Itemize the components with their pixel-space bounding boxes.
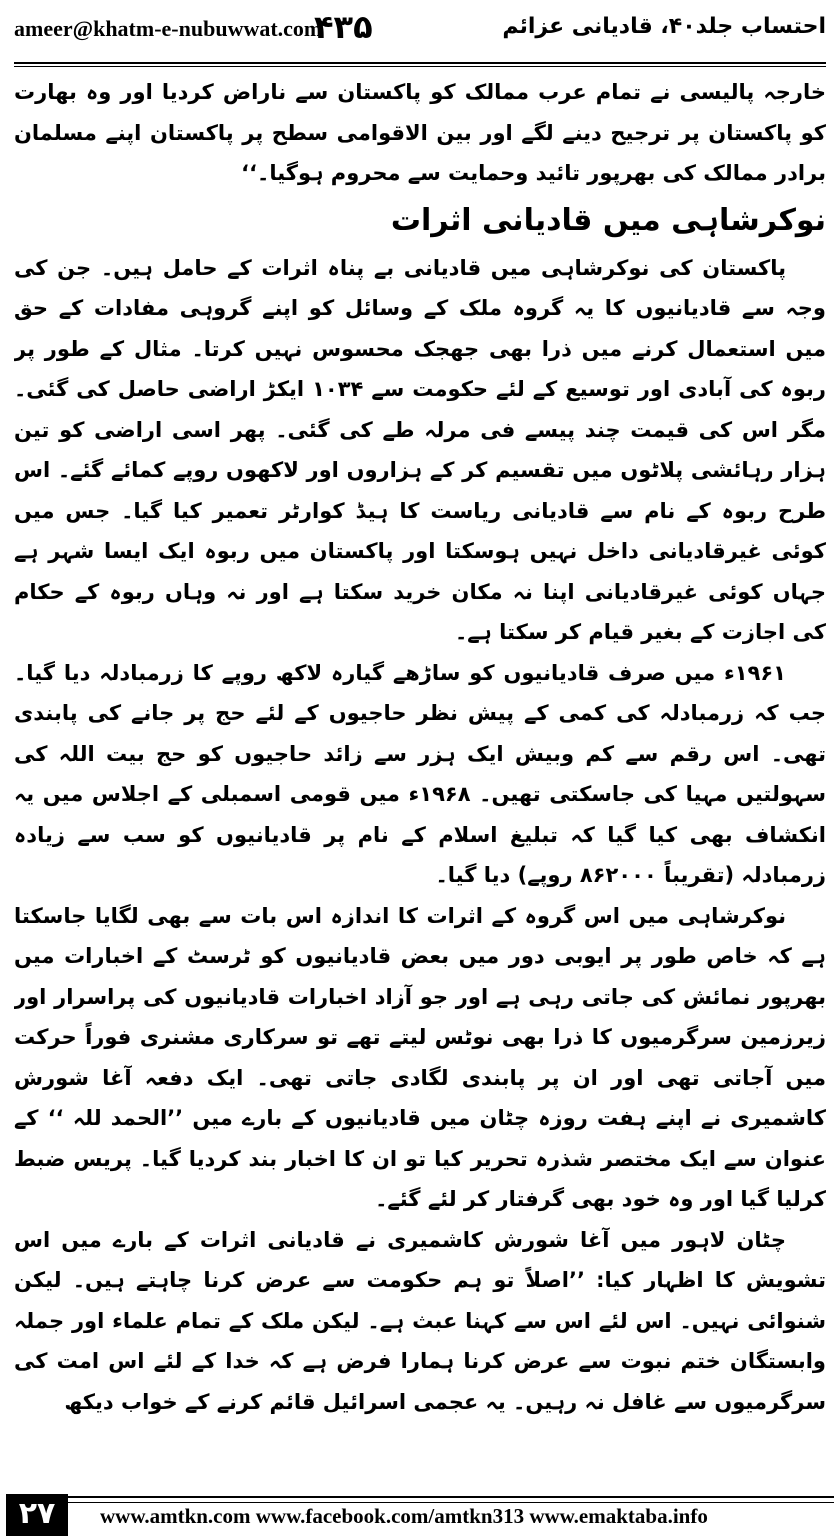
header-email: ameer@khatm-e-nubuwwat.com [14, 16, 323, 41]
page-header [14, 8, 826, 60]
page-footer [0, 1492, 840, 1540]
footer-links[interactable]: www.amtkn.com www.facebook.com/amtkn313 www.emaktaba.info [100, 1504, 708, 1528]
paragraph-press: نوکرشاہی میں اس گروہ کے اثرات کا اندازہ اس بات سے بھی لگایا جاسکتا ہے کہ خاص طور پر ایوبی دور میں بعض قادیانیوں کو ٹرسٹ کے اخبارات میں بھرپور نمائش کی جاتی رہی ہے اور جو آزاد اخبارات قادیانیوں کی پراسرار اور زیرزمین سرگرمیوں کا ذرا بھی نوٹس لیتے تھے تو سرکاری مشنری فوراً حرکت میں آجاتی تھی اور ان پر پابندی لگادی جاتی تھی۔ ایک دفعہ آغا شورش کاشمیری نے اپنے ہفت روزہ چٹان میں قادیانیوں کے بارے میں ’’الحمد للہ ‘‘ کے عنوان سے ایک مختصر شذرہ تحریر کیا تو ان کا اخبار بند کردیا گیا۔ پریس ضبط کرلیا گیا اور وہ خود بھی گرفتار کر لئے گئے۔ [14, 903, 826, 1211]
header-book-title: احتساب جلد۴۰، قادیانی عزائم [502, 14, 826, 39]
footer-divider [68, 1496, 834, 1503]
paragraph-bureaucracy: پاکستان کی نوکرشاہی میں قادیانی بے پناہ اثرات کے حامل ہیں۔ جن کی وجہ سے قادیانیوں کا یہ گروہ ملک کے وسائل کو اپنے گروہی مفادات کے حق میں استعمال کرنے میں ذرا بھی جھجک محسوس نہیں کرتا۔ مثال کے طور پر ربوہ کی آبادی اور توسیع کے لئے حکومت سے ۱۰۳۴ ایکڑ اراضی حاصل کی گئی۔ مگر اس کی قیمت چند پیسے فی مرلہ طے کی گئی۔ پھر اسی اراضی کو تین ہزار رہائشی پلاٹوں میں تقسیم کر کے ہزاروں اور لاکھوں روپے کمائے گئے۔ اس طرح ربوہ کے نام سے قادیانی ریاست کا ہیڈ کوارٹر تعمیر کیا گیا۔ جس میں کوئی غیرقادیانی داخل نہیں ہوسکتا اور پاکستان میں ربوہ ایک ایسا شہر ہے جہاں کوئی غیرقادیانی اپنا نہ مکان خرید سکتا ہے اور نہ وہاں ربوہ کے حکام کی اجازت کے بغیر قیام کر سکتا ہے۔ [14, 255, 826, 644]
header-divider [14, 62, 826, 67]
page-body [14, 72, 826, 1482]
section-heading: نوکرشاہی میں قادیانی اثرات [390, 202, 826, 238]
paragraph-foreign-exchange: ۱۹۶۱ء میں صرف قادیانیوں کو ساڑھے گیارہ لاکھ روپے کا زرمبادلہ دیا گیا۔ جب کہ زرمبادلہ کی کمی کے پیش نظر حاجیوں کے لئے حج پر جانے کی پابندی تھی۔ اس رقم سے کم وبیش ایک ہزر سے زائد حاجیوں کو حج بیت اللہ کی سہولتیں مہیا کی جاسکتی تھیں۔ ۱۹۶۸ء میں قومی اسمبلی کے اجلاس میں یہ انکشاف بھی کیا گیا کہ تبلیغ اسلام کے نام پر قادیانیوں کو سب سے زیادہ زرمبادلہ (تقریباً ۸۶۲۰۰۰ روپے) دیا گیا۔ [14, 660, 826, 887]
paragraph-chattan: چٹان لاہور میں آغا شورش کاشمیری نے قادیانی اثرات کے بارے میں اس تشویش کا اظہار کیا: ’’اصلاً تو ہم حکومت سے عرض کرنا چاہتے ہیں۔ لیکن شنوائی نہیں۔ اس لئے اس سے کہنا عبث ہے۔ لیکن ملک کے تمام علماء اور جملہ وابستگان ختم نبوت سے عرض کرنا ہمارا فرض ہے کہ خدا کے لئے اس امت کی سرگرمیوں سے غافل نہ رہیں۔ یہ عجمی اسرائیل قائم کرنے کے خواب دیکھ [14, 1227, 826, 1414]
header-page-number: ۴۳۵ [314, 8, 373, 46]
paragraph-foreign-policy: خارجہ پالیسی نے تمام عرب ممالک کو پاکستان سے ناراض کردیا اور وہ بھارت کو پاکستان پر ترجیح دینے لگے اور بین الاقوامی سطح پر پاکستان اپنے مسلمان برادر ممالک کی بھرپور تائید وحمایت سے محروم ہوگیا۔‘‘ [14, 80, 826, 185]
footer-page-number: ۲۷ [6, 1494, 68, 1536]
